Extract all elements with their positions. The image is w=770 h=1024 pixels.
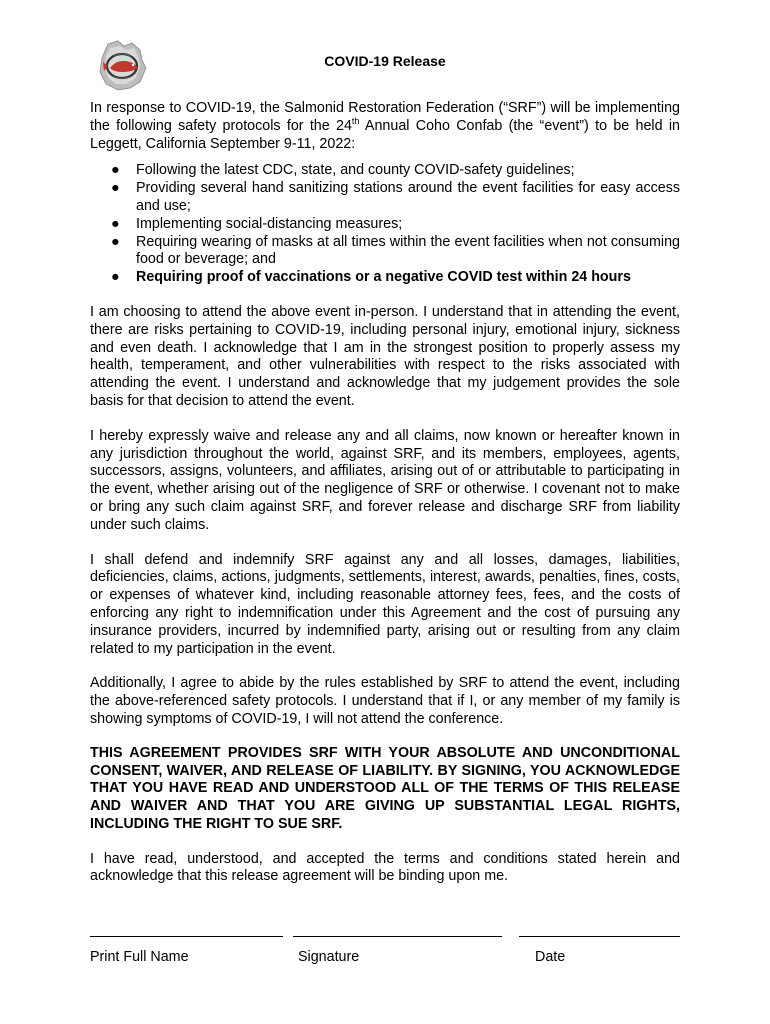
- document-body: [90, 100, 680, 886]
- acknowledgement-paragraph: I have read, understood, and accepted the terms and conditions stated herein and acknowledge that this release agreement will be binding upon me.: [90, 850, 680, 885]
- bullet-icon: ●: [111, 233, 120, 250]
- date-line: [519, 936, 680, 949]
- bullet-icon: ●: [111, 162, 120, 179]
- list-item: ● Requiring proof of vaccinations or a negative COVID test within 24 hours: [111, 269, 631, 286]
- signature-field[interactable]: [293, 936, 502, 965]
- print-name-label: Print Full Name: [90, 949, 189, 965]
- list-item: ● Following the latest CDC, state, and county COVID-safety guidelines;: [111, 162, 575, 179]
- body-paragraph: I am choosing to attend the above event in-person. I understand that in attending the event, there are risks pertaining to COVID-19, including personal injury, emotional injury, sickness and even death. I acknowledge that I am in the strongest position to properly assess my health, temperament, and other vulnerabilities with respect to the risks associated with attending the event. I understand and acknowledge that my judgement provides the sole basis for that decision to attend the event.: [90, 303, 680, 409]
- ordinal-suffix: th: [351, 116, 360, 127]
- release-notice: THIS AGREEMENT PROVIDES SRF WITH YOUR ABSOLUTE AND UNCONDITIONAL CONSENT, WAIVER, AND RELEASE OF LIABILITY. BY SIGNING, YOU ACKNOWLEDGE THAT YOU HAVE READ AND UNDERSTOOD ALL OF THE TERMS OF THIS RELEASE AND WAIVER AND THAT YOU ARE GIVING UP SUBSTANTIAL LEGAL RIGHTS, INCLUDING THE RIGHT TO SUE SRF.: [90, 744, 680, 832]
- list-item: ● Requiring wearing of masks at all times within the event facilities when not consuming food or beverage; and: [111, 233, 680, 268]
- list-item: ● Providing several hand sanitizing stations around the event facilities for easy access and use;: [111, 180, 680, 214]
- bullet-icon: ●: [111, 215, 120, 232]
- bullet-icon: ●: [111, 180, 120, 197]
- safety-protocol-list: [90, 162, 680, 287]
- bullet-icon: ●: [111, 269, 120, 286]
- list-item: ● Implementing social-distancing measures;: [111, 215, 403, 232]
- print-name-line: [90, 936, 283, 949]
- body-paragraph: I hereby expressly waive and release any and all claims, now known or hereafter known in any jurisdiction throughout the world, against SRF, and its members, employees, agents, successors, assigns, volunteers, and affiliates, arising out of or attributable to participating in the event, whether arising out of the negligence of SRF or otherwise. I covenant not to make or bring any such claim against SRF, and forever release and discharge SRF from liability under such claims.: [90, 427, 680, 533]
- date-field[interactable]: [519, 936, 680, 965]
- document-title: COVID-19 Release: [324, 53, 446, 69]
- body-paragraph: Additionally, I agree to abide by the rules established by SRF to attend the event, including the above-referenced safety protocols. I understand that if I, or any member of my family is showing symptoms of COVID-19, I will not attend the conference.: [90, 675, 680, 727]
- intro-paragraph: In response to COVID-19, the Salmonid Restoration Federation (“SRF”) will be implementing the following safety protocols for the 24th Annual Coho Confab (the “event”) to be held in Leggett, California September 9-11, 2022:: [90, 100, 680, 152]
- signature-block: [90, 936, 682, 976]
- print-name-field[interactable]: [90, 936, 283, 965]
- body-paragraph: I shall defend and indemnify SRF against any and all losses, damages, liabilities, deficiencies, claims, actions, judgments, settlements, interest, awards, penalties, fines, costs, or expenses of whatever kind, including reasonable attorney fees, fees, and the costs of enforcing any right to indemnification under this Agreement and the cost of pursuing any insurance providers, incurred by indemnified party, arising out or resulting from any claim related to my participation in the event.: [90, 551, 680, 657]
- date-label: Date: [535, 949, 566, 965]
- signature-label: Signature: [298, 949, 360, 965]
- signature-line: [293, 936, 502, 949]
